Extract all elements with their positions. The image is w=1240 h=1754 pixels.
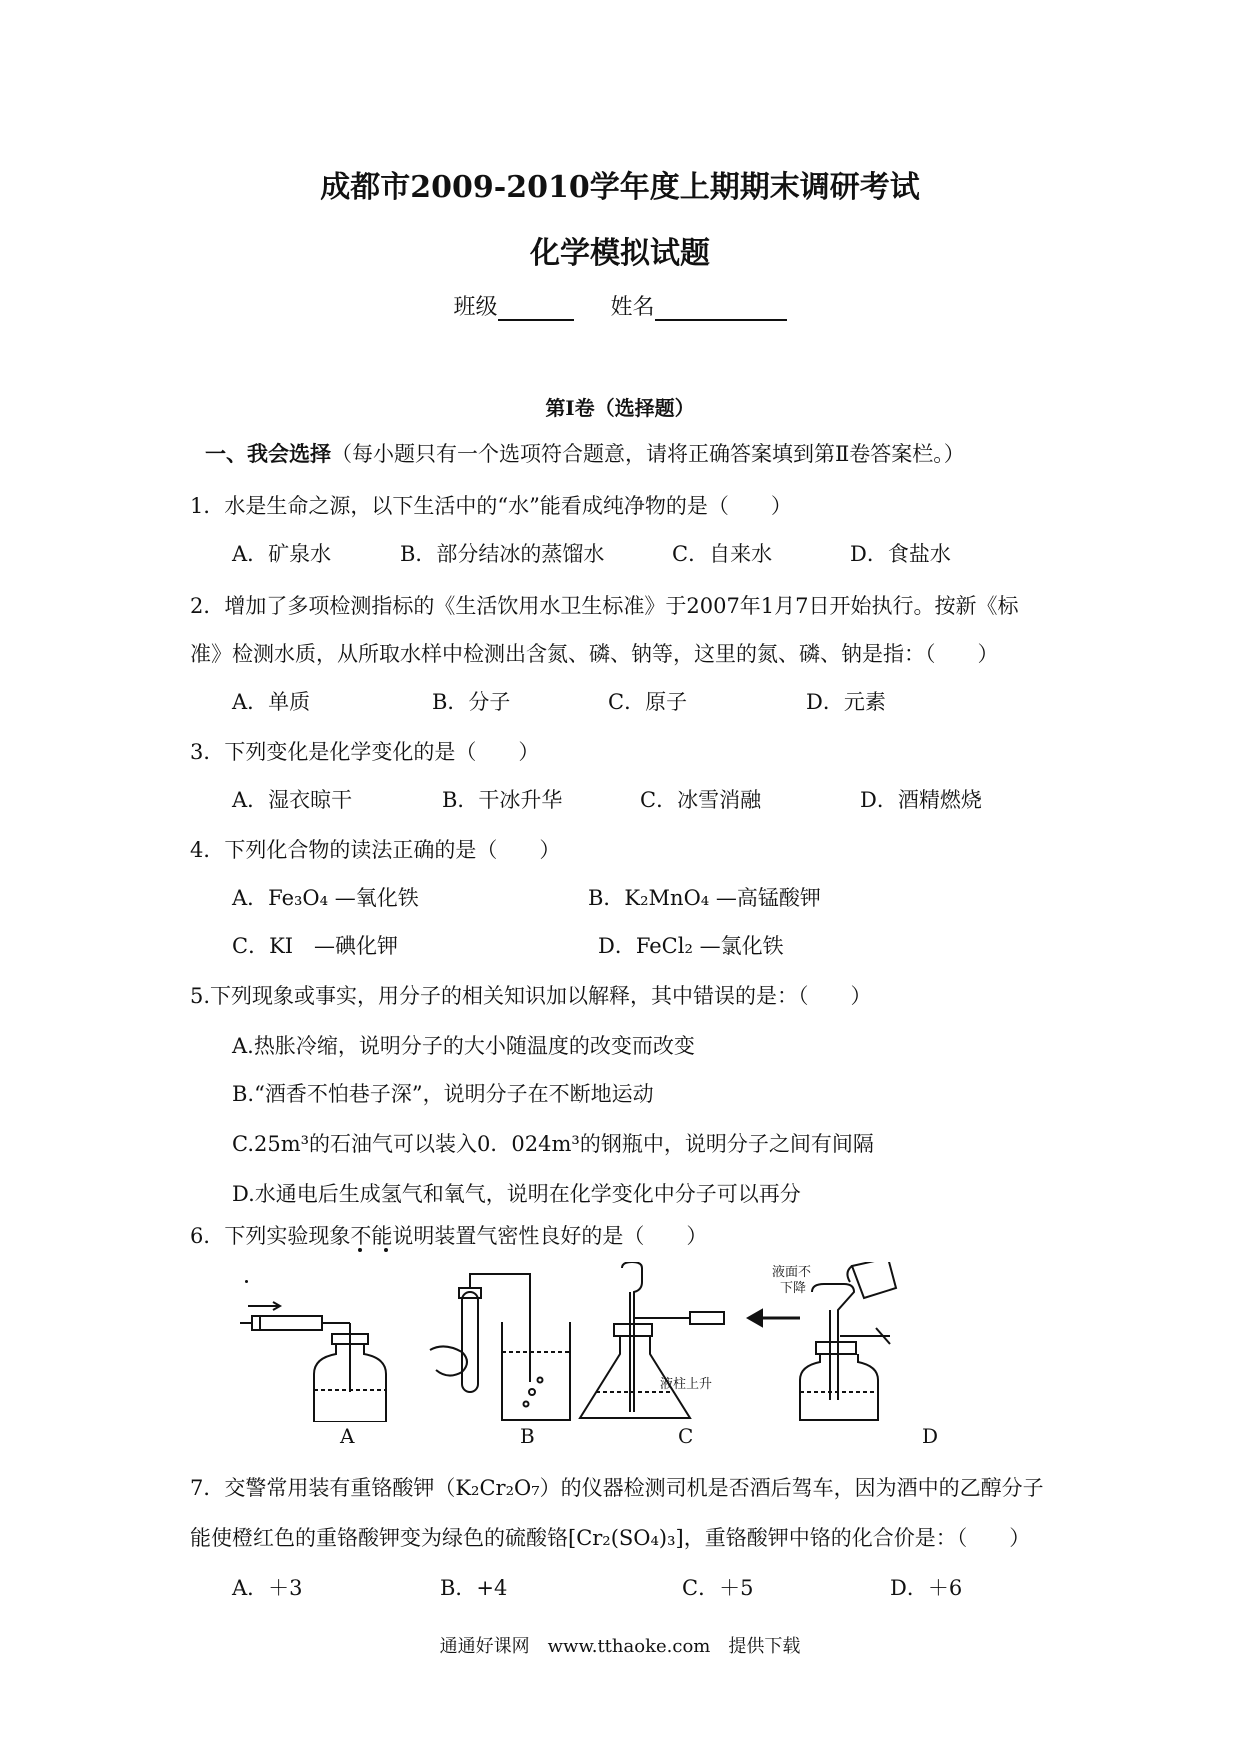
class-label: 班级 [453, 295, 498, 320]
q1-option-a: A．矿泉水 [232, 542, 332, 566]
q5-option-c: C.25m³的石油气可以装入0．024m³的钢瓶中，说明分子之间有间隔 [232, 1132, 874, 1156]
apparatus-figure [240, 1262, 1000, 1422]
apparatus-a [240, 1302, 386, 1422]
page-footer: 通通好课网 www.tthaoke.com 提供下载 [439, 1636, 801, 1657]
apparatus-b [430, 1274, 570, 1420]
q1-option-c: C．自来水 [672, 542, 773, 566]
question-2-line-1: 2．增加了多项检测指标的《生活饮用水卫生标准》于2007年1月7日开始执行。按新《标 [190, 594, 1019, 618]
q7-option-b: B．+4 [440, 1576, 508, 1600]
apparatus-d-note-2: 下降 [780, 1281, 807, 1296]
page-subtitle: 化学模拟试题 [530, 236, 710, 271]
question-4: 4．下列化合物的读法正确的是（ ） [190, 838, 561, 862]
question-2-line-2: 准》检测水质，从所取水样中检测出含氮、磷、钠等，这里的氮、磷、钠是指：（ ） [190, 642, 999, 666]
q3-option-c: C．冰雪消融 [640, 788, 762, 812]
q2-option-d: D．元素 [806, 690, 886, 714]
part-title: 一、我会选择 [205, 441, 331, 466]
q3-option-b: B．干冰升华 [442, 788, 563, 812]
emphasis-dot [358, 1248, 362, 1252]
question-7-line-1: 7．交警常用装有重铬酸钾（K₂Cr₂O₇）的仪器检测司机是否酒后驾车，因为酒中的乙醇分子 [190, 1476, 1044, 1500]
figure-label-d: D [922, 1424, 939, 1448]
q2-option-a: A．单质 [232, 690, 311, 714]
q4-option-b: B．K₂MnO₄ —高锰酸钾 [588, 886, 821, 910]
figure-label-c: C [678, 1424, 694, 1448]
question-6: 6．下列实验现象不能说明装置气密性良好的是（ ） [190, 1224, 708, 1248]
q4-option-d: D．FeCl₂ —氯化铁 [598, 934, 784, 958]
q7-option-c: C．＋5 [682, 1576, 754, 1600]
q5-option-a: A.热胀冷缩，说明分子的大小随温度的改变而改变 [232, 1034, 695, 1058]
apparatus-c-note: 液柱上升 [660, 1377, 713, 1392]
name-label: 姓名 [610, 295, 655, 320]
class-blank [498, 293, 574, 321]
q1-option-d: D．食盐水 [850, 542, 951, 566]
student-info [0, 290, 1240, 321]
q2-option-c: C．原子 [608, 690, 688, 714]
figure-label-b: B [520, 1424, 535, 1448]
page-title: 成都市2009-2010学年度上期期末调研考试 [320, 170, 920, 205]
apparatus-c [580, 1262, 800, 1418]
question-1: 1．水是生命之源，以下生活中的“水”能看成纯净物的是（ ） [190, 494, 792, 518]
q4-option-a: A．Fe₃O₄ —氧化铁 [232, 886, 419, 910]
apparatus-d [800, 1262, 896, 1420]
q5-option-b: B.“酒香不怕巷子深”，说明分子在不断地运动 [232, 1082, 654, 1106]
q2-option-b: B．分子 [432, 690, 511, 714]
figure-label-a: A [340, 1424, 355, 1448]
q3-option-a: A．湿衣晾干 [232, 788, 353, 812]
name-blank [655, 293, 787, 321]
q1-option-b: B．部分结冰的蒸馏水 [400, 542, 605, 566]
question-3: 3．下列变化是化学变化的是（ ） [190, 740, 540, 764]
q7-option-d: D．＋6 [890, 1576, 963, 1600]
section-title: 第I卷（选择题） [545, 396, 695, 420]
q7-option-a: A．＋3 [232, 1576, 303, 1600]
question-7-line-2: 能使橙红色的重铬酸钾变为绿色的硫酸铬[Cr₂(SO₄)₃]，重铬酸钾中铬的化合价是：（ ） [190, 1526, 1031, 1550]
q4-option-c: C．KI —碘化钾 [232, 934, 399, 958]
apparatus-d-note-1: 液面不 [772, 1265, 812, 1280]
q3-option-d: D．酒精燃烧 [860, 788, 982, 812]
q5-option-d: D.水通电后生成氢气和氧气，说明在化学变化中分子可以再分 [232, 1182, 801, 1206]
part-note: （每小题只有一个选项符合题意，请将正确答案填到第Ⅱ卷答案栏。） [331, 442, 965, 466]
question-5: 5.下列现象或事实，用分子的相关知识加以解释，其中错误的是：（ ） [190, 984, 872, 1008]
emphasis-dot [384, 1248, 388, 1252]
part-heading [205, 438, 965, 468]
